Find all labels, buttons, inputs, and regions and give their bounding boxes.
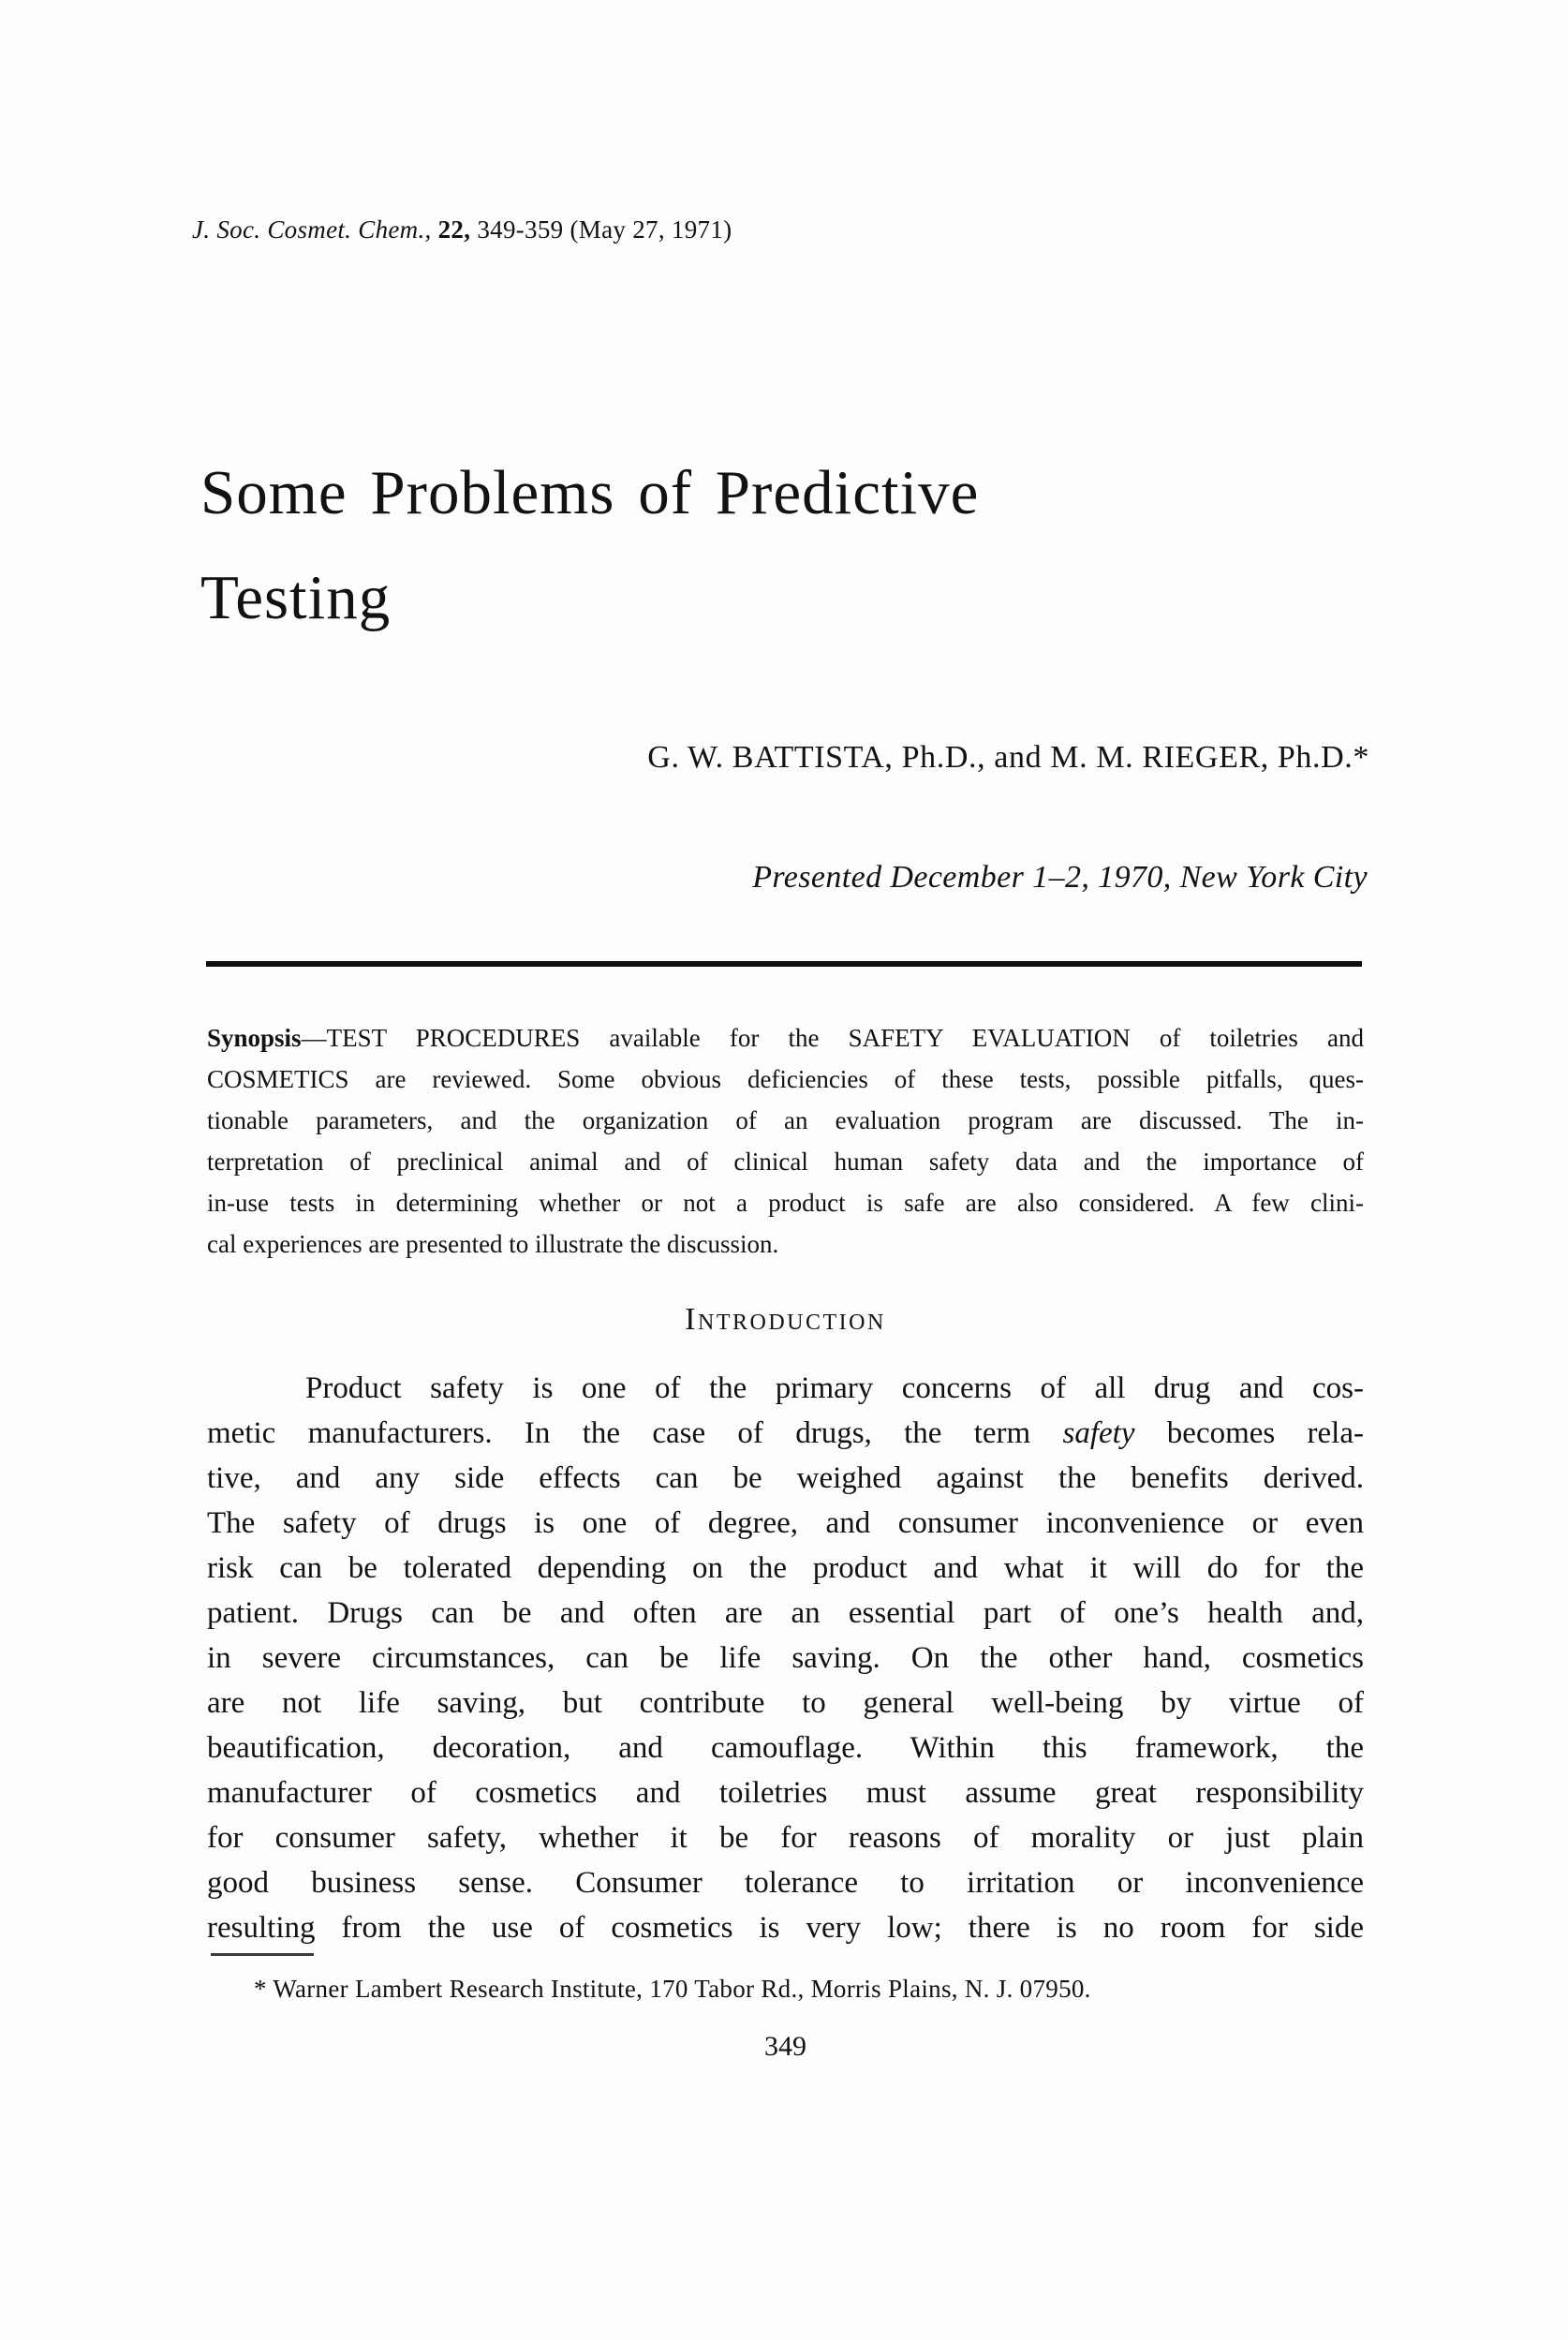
synopsis-line: cal experiences are presented to illustrate the discussion. (207, 1230, 779, 1258)
paragraph-line: Product safety is one of the primary concerns of all drug and cos- (305, 1371, 1364, 1405)
paragraph-line-post: becomes rela- (1134, 1416, 1364, 1450)
synopsis-block (207, 1017, 1364, 1265)
introduction-heading: Introduction (685, 1302, 886, 1337)
synopsis-label: Synopsis (207, 1024, 302, 1052)
paragraph-line: for consumer safety, whether it be for reasons of morality or just plain (207, 1821, 1364, 1855)
paragraph-line: manufacturer of cosmetics and toiletries must assume great responsibility (207, 1776, 1364, 1810)
footnote-rule (211, 1953, 314, 1956)
article-title (200, 440, 979, 650)
paragraph-line: resulting from the use of cosmetics is very low; there is no room for side (207, 1911, 1364, 1945)
presented-line: Presented December 1–2, 1970, New York City (752, 860, 1368, 895)
paragraph-line: patient. Drugs can be and often are an essential part of one’s health and, (207, 1596, 1364, 1630)
page-number: 349 (764, 2031, 806, 2062)
synopsis-line: in-use tests in determining whether or not a product is safe are also considered. A few clini- (207, 1189, 1364, 1217)
paragraph-line: good business sense. Consumer tolerance to irritation or inconvenience (207, 1866, 1364, 1900)
author-affiliation-footnote: * Warner Lambert Research Institute, 170 Tabor Rd., Morris Plains, N. J. 07950. (254, 1975, 1091, 2003)
introduction-paragraph (207, 1366, 1364, 1950)
paragraph-line: are not life saving, but contribute to general well-being by virtue of (207, 1686, 1364, 1720)
article-title-line1: Some Problems of Predictive (200, 458, 980, 527)
authors-line: G. W. BATTISTA, Ph.D., and M. M. RIEGER, Ph.D.* (647, 740, 1369, 775)
synopsis-line: terpretation of preclinical animal and of clinical human safety data and the importance of (207, 1148, 1364, 1176)
section-divider-rule (206, 961, 1362, 967)
journal-name: J. Soc. Cosmet. Chem., (192, 215, 432, 244)
paragraph-line: beautification, decoration, and camouflage. Within this framework, the (207, 1731, 1364, 1765)
paragraph-line: The safety of drugs is one of degree, and consumer inconvenience or even (207, 1506, 1364, 1540)
journal-volume: 22, (437, 215, 471, 244)
paragraph-line: risk can be tolerated depending on the product and what it will do for the (207, 1551, 1364, 1585)
article-title-line2: Testing (200, 563, 392, 632)
journal-pages-date: 349-359 (May 27, 1971) (477, 215, 732, 244)
synopsis-line: COSMETICS are reviewed. Some obvious deficiencies of these tests, possible pitfalls, ques- (207, 1065, 1364, 1093)
paragraph-line: in severe circumstances, can be life saving. On the other hand, cosmetics (207, 1641, 1364, 1675)
synopsis-line (207, 1017, 1364, 1059)
italic-term: safety (1062, 1416, 1135, 1450)
paragraph-line: tive, and any side effects can be weighed against the benefits derived. (207, 1461, 1364, 1495)
synopsis-line: tionable parameters, and the organization of an evaluation program are discussed. The in- (207, 1106, 1364, 1134)
paragraph-line-pre: metic manufacturers. In the case of drugs, the term (207, 1416, 1063, 1450)
synopsis-line-text: —TEST PROCEDURES available for the SAFETY EVALUATION of toiletries and (301, 1024, 1364, 1052)
paragraph-line (207, 1411, 1364, 1456)
journal-citation (192, 215, 732, 244)
